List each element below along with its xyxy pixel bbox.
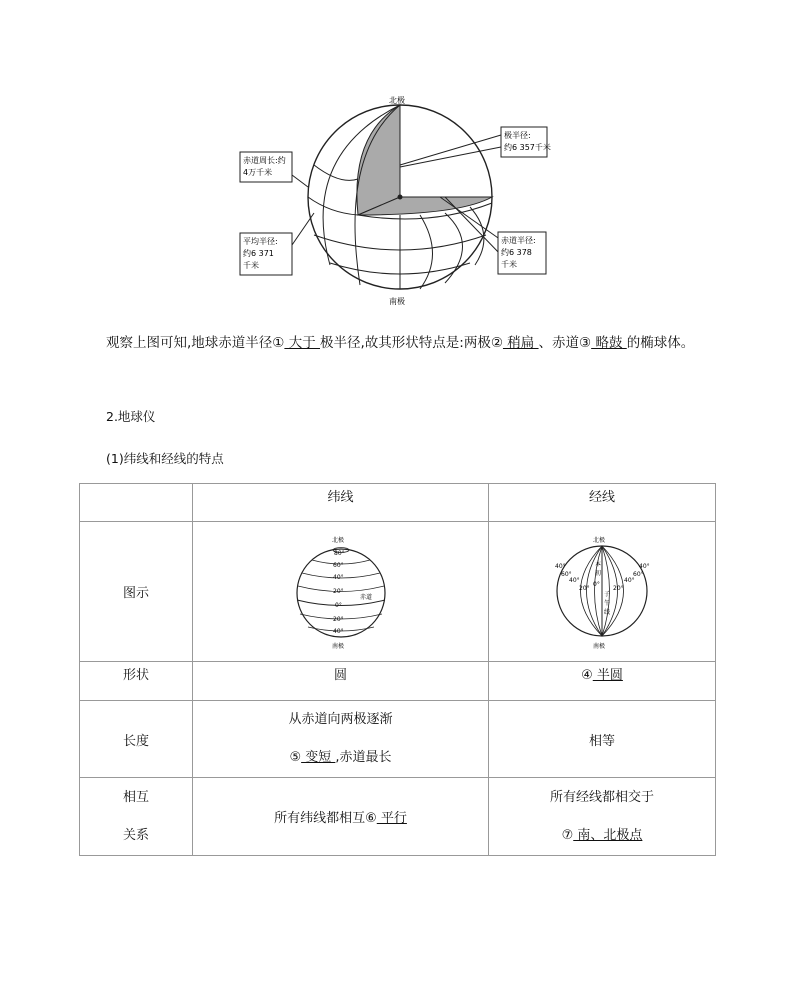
row-label-shape: 形状 [80,662,193,701]
length-weft-answer: 变短 [301,750,336,765]
south-pole-label: 南极 [389,297,405,306]
equator-circumference-label-1: 赤道周长:约 [243,156,286,165]
relation-weft [193,778,489,856]
section-heading: 2.地球仪 [106,409,156,424]
length-weft-num: ⑤ [289,750,302,765]
row-label-length: 长度 [80,701,193,778]
prime-meridian-char-3: 子 [604,590,611,598]
mean-radius-label-1: 平均半径: [243,237,278,246]
relation-meridian-line-2 [489,826,715,846]
equatorial-radius-label-1: 赤道半径: [501,236,536,245]
length-weft-suffix: ,赤道最长 [335,750,392,765]
row-label-diagram: 图示 [80,522,193,662]
paragraph-text-3: 、赤道③ [538,335,592,351]
relation-meridian [489,778,716,856]
equatorial-radius-label-2: 约6 378 [501,248,532,257]
prime-meridian-char-1: 本 [595,560,602,568]
answer-blank-2: 稍扁 [502,335,539,351]
paragraph-text-2: 极半径,故其形状特点是:两极② [320,335,503,351]
length-weft [193,701,489,778]
header-empty [80,484,193,522]
observation-paragraph [106,331,694,351]
weft-north-label: 北极 [331,536,344,544]
weft-globe-cell [193,522,489,662]
prime-meridian-char-2: 初 [595,569,602,577]
subheading: (1)纬线和经线的特点 [106,451,224,466]
meridian-left-40b: 40° [569,576,580,584]
shape-meridian [489,662,716,701]
shape-meridian-answer: 半圆 [592,668,623,683]
weft-lat-40n: 40° [332,573,344,581]
meridian-right-20: 20° [613,584,624,592]
prime-meridian-char-5: 线 [604,608,611,616]
lines-feature-table [79,483,716,856]
length-weft-line-1: 从赤道向两极逐渐 [288,712,393,727]
relation-label-2: 关系 [122,827,149,843]
meridian-right-40a: 40° [639,562,650,570]
north-pole-label: 北极 [389,96,405,105]
meridian-globe-cell [489,522,716,662]
header-meridian: 经线 [489,484,716,522]
relation-meridian-num: ⑦ [561,827,574,843]
mean-radius-label-2: 约6 371 [243,249,274,258]
polar-radius-label-1: 极半径: [504,131,531,140]
equator-circumference-label-2: 4万千米 [243,168,273,177]
polar-radius-label-2: 约6 357千米 [504,143,551,152]
weft-lat-80: 80° [333,549,345,557]
paragraph-text-1: 观察上图可知,地球赤道半径① [106,335,285,351]
earth-shape-figure [230,95,570,310]
weft-lat-0: 0° [334,601,342,609]
weft-lat-20n: 20° [332,587,344,595]
answer-blank-3: 略鼓 [591,335,627,351]
length-meridian: 相等 [489,701,716,778]
relation-weft-answer: 平行 [376,811,407,826]
weft-south-label: 南极 [331,642,344,650]
meridian-left-40a: 40° [555,562,566,570]
weft-globe-figure [286,528,396,652]
paragraph-text-4: 的椭球体。 [626,335,695,351]
mean-radius-label-3: 千米 [243,261,259,270]
meridian-globe-figure [547,528,657,652]
meridian-north-label: 北极 [593,536,606,544]
shape-meridian-num: ④ [581,668,593,683]
weft-lat-20s: 20° [332,615,344,623]
equatorial-radius-label-3: 千米 [501,260,517,269]
relation-label-1: 相互 [122,789,149,805]
length-weft-line-2 [193,748,488,768]
meridian-zero-label: 0° [593,580,600,588]
meridian-left-60: 60° [561,570,572,578]
meridian-left-20: 20° [579,584,590,592]
weft-lat-40s: 40° [332,627,344,635]
meridian-right-60: 60° [633,570,644,578]
prime-meridian-char-4: 午 [604,599,611,607]
meridian-right-40b: 40° [624,576,635,584]
header-weft: 纬线 [193,484,489,522]
row-label-relation [80,778,193,856]
weft-lat-60n: 60° [332,561,344,569]
relation-weft-text: 所有纬线都相互⑥ [274,811,377,826]
relation-meridian-answer: 南、北极点 [573,827,643,843]
meridian-south-label: 南极 [593,642,606,650]
relation-meridian-line-1: 所有经线都相交于 [549,789,654,805]
shape-weft: 圆 [193,662,489,701]
answer-blank-1: 大于 [284,335,320,351]
weft-equator-label: 赤道 [359,593,372,601]
